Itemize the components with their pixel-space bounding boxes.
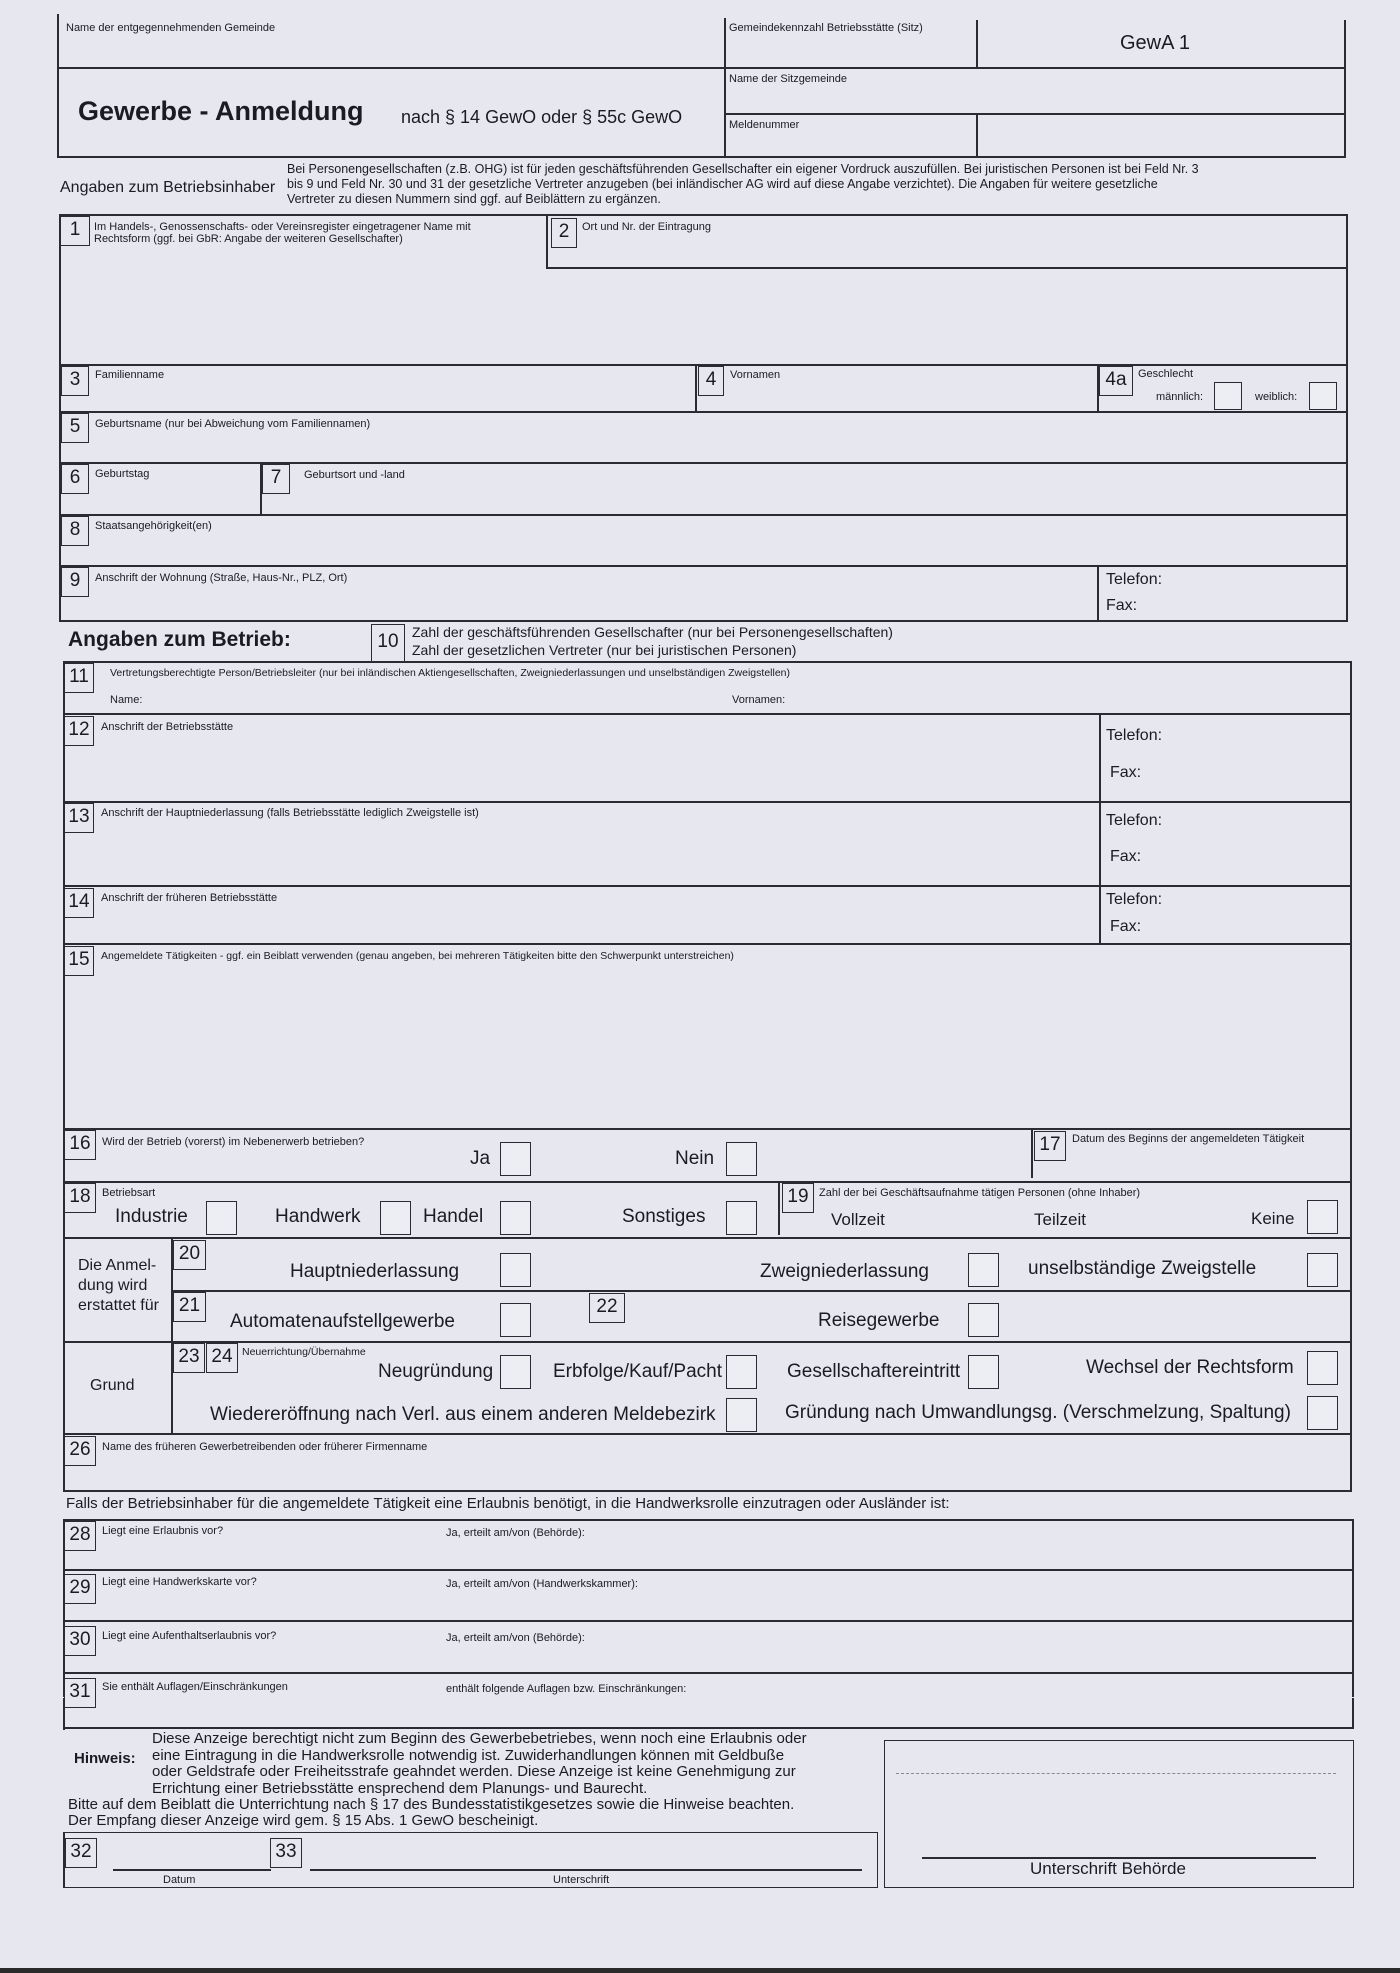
- home-address-input[interactable]: [95, 590, 1089, 616]
- header-border: [57, 156, 1346, 158]
- field-16-number: 16: [64, 1130, 96, 1160]
- reason-label: Neuerrichtung/Übernahme: [242, 1346, 366, 1358]
- row-divider: [63, 801, 1352, 803]
- transformation-label: Gründung nach Umwandlungsg. (Verschmelzung, Spaltung): [785, 1402, 1291, 1423]
- field-11-firstname-label: Vornamen:: [732, 694, 786, 706]
- legal-form-change-label: Wechsel der Rechtsform: [1086, 1357, 1294, 1378]
- head-office-option-label: Hauptniederlassung: [290, 1261, 460, 1282]
- field-28-number: 28: [64, 1521, 96, 1551]
- field-1-number: 1: [60, 216, 90, 246]
- type-trade-checkbox[interactable]: [500, 1201, 531, 1235]
- field-4-label: Vornamen: [730, 369, 781, 381]
- field-2-border: [546, 267, 1346, 269]
- first-names-input[interactable]: [730, 384, 1094, 410]
- field-21-number: 21: [173, 1292, 206, 1322]
- business-section-heading: Angaben zum Betrieb:: [68, 628, 291, 651]
- row-divider: [63, 1237, 1352, 1239]
- former-fax-label: Fax:: [1110, 918, 1142, 935]
- home-phone-label: Telefon:: [1106, 571, 1163, 588]
- branch-option-label: Zweigniederlassung: [760, 1261, 929, 1282]
- female-label: weiblich:: [1255, 391, 1298, 403]
- type-industry-label: Industrie: [115, 1206, 188, 1227]
- field-4a-label: Geschlecht: [1138, 368, 1194, 380]
- restrictions-input[interactable]: [720, 1676, 1334, 1700]
- field-9-label: Anschrift der Wohnung (Straße, Haus-Nr., PLZ, Ort): [95, 572, 348, 584]
- family-name-input[interactable]: [95, 384, 689, 410]
- field-17-label: Datum des Beginns der angemeldeten Tätigkeit: [1072, 1133, 1305, 1145]
- field-30-number: 30: [64, 1626, 96, 1656]
- row-divider: [59, 565, 1348, 567]
- business-fax-label: Fax:: [1110, 764, 1142, 781]
- home-fax-label: Fax:: [1106, 597, 1138, 614]
- row-divider: [63, 1181, 1352, 1183]
- partner-entry-label: Gesellschaftereintritt: [787, 1361, 961, 1382]
- former-owner-input[interactable]: [102, 1456, 1336, 1480]
- field-28-label: Liegt eine Erlaubnis vor?: [102, 1525, 224, 1537]
- staff-fulltime-input[interactable]: [900, 1208, 994, 1234]
- phone-column-divider: [1099, 713, 1101, 944]
- business-border: [63, 661, 1352, 663]
- owner-section-note: Bei Personengesellschaften (z.B. OHG) ist für jeden geschäftsführenden Gesellschafter ein eigener Vordruck auszufüllen. Bei juristischen Personen ist bei Feld Nr. 3 bis 9 und Feld Nr. 30 und 31 der gesetzliche Vertreter anzugeben (bei inländischer AG wird auf diese Angabe verzichtet). Die Angaben für weitere gesetzliche Vertreter zu diesen Nummern sind ggf. auf Beiblättern zu ergänzen.: [287, 162, 1199, 206]
- field-31-number: 31: [64, 1678, 96, 1708]
- authority-signature-label: Unterschrift Behörde: [1030, 1859, 1186, 1878]
- dependent-branch-checkbox[interactable]: [1307, 1253, 1338, 1287]
- head-office-phone-label: Telefon:: [1106, 812, 1163, 829]
- row-divider: [63, 1128, 1352, 1130]
- field-1-input[interactable]: [70, 270, 1334, 364]
- field-30-detail: Ja, erteilt am/von (Behörde):: [446, 1632, 585, 1644]
- row-divider: [63, 1341, 1352, 1343]
- field-26-number: 26: [64, 1436, 96, 1466]
- authority-dotted-line: [896, 1773, 1336, 1774]
- field-6-label: Geburtstag: [95, 468, 150, 480]
- field-11-number: 11: [64, 663, 94, 693]
- header-divider: [976, 115, 978, 156]
- row-divider: [171, 1290, 1352, 1292]
- registration-number-input[interactable]: [985, 122, 1339, 152]
- birth-place-input[interactable]: [304, 484, 1328, 510]
- field-26-label: Name des früheren Gewerbetreibenden oder früherer Firmenname: [102, 1441, 428, 1453]
- header-divider: [724, 18, 726, 156]
- field-4a-number: 4a: [1099, 366, 1133, 396]
- vending-checkbox[interactable]: [500, 1303, 531, 1337]
- field-19-label: Zahl der bei Geschäftsaufnahme tätigen Personen (ohne Inhaber): [819, 1187, 1141, 1199]
- field-2-label: Ort und Nr. der Eintragung: [582, 221, 712, 233]
- sideline-yes-checkbox[interactable]: [500, 1142, 531, 1176]
- row-divider: [59, 411, 1348, 413]
- field-2-number: 2: [551, 218, 577, 248]
- new-founding-label: Neugründung: [378, 1361, 494, 1382]
- receiving-municipality-label: Name der entgegennehmenden Gemeinde: [66, 22, 276, 34]
- field-33-number: 33: [270, 1838, 302, 1868]
- date-input[interactable]: [115, 1842, 269, 1866]
- reason-heading: Grund: [90, 1377, 135, 1394]
- staff-none-checkbox[interactable]: [1307, 1200, 1338, 1234]
- field-8-label: Staatsangehörigkeit(en): [95, 520, 212, 532]
- itinerant-checkbox[interactable]: [968, 1303, 999, 1337]
- field-30-label: Liegt eine Aufenthaltserlaubnis vor?: [102, 1630, 277, 1642]
- vending-option-label: Automatenaufstellgewerbe: [230, 1311, 455, 1332]
- field-20-number: 20: [173, 1240, 206, 1270]
- registration-number-label: Meldenummer: [729, 119, 800, 131]
- field-13-label: Anschrift der Hauptniederlassung (falls Betriebsstätte lediglich Zweigstelle ist): [101, 807, 479, 819]
- start-date-input[interactable]: [1072, 1150, 1336, 1176]
- field-4-number: 4: [698, 366, 724, 396]
- manager-firstname-input[interactable]: [795, 688, 1339, 712]
- type-other-label: Sonstiges: [622, 1206, 706, 1227]
- municipality-code-input[interactable]: [729, 38, 973, 64]
- registration-for-label: Die Anmel- dung wird erstattet für: [78, 1257, 159, 1314]
- row-divider: [695, 364, 697, 412]
- male-label: männlich:: [1156, 391, 1204, 403]
- municipality-code-label: Gemeindekennzahl Betriebsstätte (Sitz): [729, 22, 923, 34]
- header-border: [57, 14, 59, 157]
- crafts-card-input[interactable]: [680, 1572, 1334, 1598]
- row-divider: [63, 713, 1352, 715]
- date-label: Datum: [163, 1874, 196, 1886]
- field-29-detail: Ja, erteilt am/von (Handwerkskammer):: [446, 1578, 638, 1590]
- field-8-number: 8: [61, 516, 89, 546]
- head-office-checkbox[interactable]: [500, 1253, 531, 1287]
- row-divider: [1031, 1128, 1033, 1178]
- row-divider: [1097, 565, 1099, 622]
- field-22-number: 22: [589, 1293, 625, 1323]
- type-industry-checkbox[interactable]: [206, 1201, 237, 1235]
- field-2-border: [546, 216, 548, 268]
- business-address-input[interactable]: [101, 748, 1090, 800]
- row-divider: [63, 943, 1352, 945]
- itinerant-option-label: Reisegewerbe: [818, 1310, 940, 1331]
- residence-permit-input[interactable]: [620, 1624, 1334, 1650]
- field-10-line1: Zahl der geschäftsführenden Gesellschafter (nur bei Personengesellschaften): [412, 624, 893, 640]
- field-29-label: Liegt eine Handwerkskarte vor?: [102, 1576, 257, 1588]
- type-trade-label: Handel: [423, 1206, 484, 1227]
- branch-checkbox[interactable]: [968, 1253, 999, 1287]
- reopening-label: Wiedereröffnung nach Verl. aus einem anderen Meldebezirk: [210, 1404, 716, 1425]
- field-3-label: Familienname: [95, 369, 165, 381]
- field-28-detail: Ja, erteilt am/von (Behörde):: [446, 1527, 585, 1539]
- new-founding-checkbox[interactable]: [500, 1355, 531, 1389]
- header-divider: [57, 67, 1346, 69]
- staff-parttime-input[interactable]: [1100, 1208, 1214, 1234]
- row-divider: [63, 1620, 1354, 1622]
- staff-none-label: Keine: [1251, 1209, 1295, 1228]
- legal-form-change-checkbox[interactable]: [1307, 1351, 1338, 1385]
- field-31-detail: enthält folgende Auflagen bzw. Einschränkungen:: [446, 1683, 687, 1695]
- activities-input[interactable]: [101, 972, 1335, 1126]
- field-17-number: 17: [1034, 1131, 1066, 1161]
- receiving-municipality-input[interactable]: [66, 38, 710, 64]
- field-15-number: 15: [64, 946, 94, 976]
- field-31-label: Sie enthält Auflagen/Einschränkungen: [102, 1681, 288, 1693]
- sideline-no-label: Nein: [675, 1148, 715, 1169]
- sideline-yes-label: Ja: [470, 1148, 491, 1169]
- field-1-label: Im Handels-, Genossenschafts- oder Vereinsregister eingetragener Name mit Rechtsform (ggf. bei GbR: Angabe der weiteren Gesellschafter): [94, 221, 471, 245]
- date-line: [113, 1869, 271, 1871]
- field-18-label: Betriebsart: [102, 1187, 156, 1199]
- field-15-label: Angemeldete Tätigkeiten - ggf. ein Beiblatt verwenden (genau angeben, bei mehreren Tätigkeiten bitte den Schwerpunkt unterstreichen): [101, 950, 734, 962]
- birth-date-input[interactable]: [95, 484, 259, 510]
- row-divider: [63, 885, 1352, 887]
- head-office-address-input[interactable]: [101, 830, 1090, 884]
- column-divider: [171, 1237, 173, 1433]
- form-title: Gewerbe - Anmeldung: [78, 96, 364, 126]
- signature-line: [310, 1869, 862, 1871]
- permit-input[interactable]: [620, 1520, 1334, 1546]
- field-11-label: Vertretungsberechtigte Person/Betriebsleiter (nur bei inländischen Aktiengesellschaften, Zweigniederlassungen und unselbständigen Zweigstellen): [110, 667, 790, 679]
- field-29-number: 29: [64, 1574, 96, 1604]
- owner-border: [1346, 214, 1348, 622]
- owner-border: [59, 214, 1348, 216]
- staff-fulltime-label: Vollzeit: [831, 1210, 885, 1229]
- partner-entry-checkbox[interactable]: [968, 1355, 999, 1389]
- signature-input[interactable]: [312, 1842, 861, 1866]
- female-checkbox[interactable]: [1309, 382, 1337, 410]
- inheritance-label: Erbfolge/Kauf/Pacht: [553, 1361, 722, 1382]
- owner-section-heading: Angaben zum Betriebsinhaber: [60, 179, 276, 196]
- type-crafts-checkbox[interactable]: [380, 1201, 411, 1235]
- nationality-input[interactable]: [95, 536, 1329, 562]
- signature-label: Unterschrift: [553, 1874, 610, 1886]
- transformation-checkbox[interactable]: [1307, 1396, 1338, 1430]
- field-7-label: Geburtsort und -land: [304, 469, 405, 481]
- row-divider: [63, 1433, 1352, 1435]
- row-divider: [63, 1569, 1354, 1571]
- row-divider: [63, 1672, 1354, 1674]
- field-12-label: Anschrift der Betriebsstätte: [101, 721, 234, 733]
- field-14-label: Anschrift der früheren Betriebsstätte: [101, 892, 278, 904]
- former-address-input[interactable]: [101, 912, 1090, 940]
- field-6-number: 6: [61, 464, 89, 494]
- field-14-number: 14: [64, 888, 94, 918]
- permit-intro: Falls der Betriebsinhaber für die angemeldete Tätigkeit eine Erlaubnis benötigt, in die Handwerksrolle einzutragen oder Ausländer ist:: [66, 1495, 950, 1512]
- note-label: Hinweis:: [74, 1750, 136, 1767]
- business-phone-label: Telefon:: [1106, 727, 1163, 744]
- head-office-fax-label: Fax:: [1110, 848, 1142, 865]
- field-10-number: 10: [371, 624, 405, 662]
- manager-name-input[interactable]: [150, 688, 714, 712]
- type-crafts-label: Handwerk: [275, 1206, 361, 1227]
- seat-municipality-input[interactable]: [729, 88, 1333, 112]
- field-7-number: 7: [262, 464, 290, 494]
- field-12-number: 12: [64, 716, 94, 746]
- field-24-number: 24: [206, 1343, 238, 1373]
- field-2-input[interactable]: [582, 238, 1336, 264]
- row-divider: [59, 462, 1348, 464]
- field-19-number: 19: [782, 1183, 814, 1213]
- sideline-no-checkbox[interactable]: [726, 1142, 757, 1176]
- former-phone-label: Telefon:: [1106, 891, 1163, 908]
- owner-border: [59, 620, 1348, 622]
- note-text: Diese Anzeige berechtigt nicht zum Beginn des Gewerbebetriebes, wenn noch eine Erlaubnis oder eine Eintragung in die Handwerksrolle notwendig ist. Zuwiderhandlungen können mit Geldbuße oder Geldstrafe oder Freiheitsstrafe geahndet werden. Diese Anzeige ist keine Genehmigung zur Errichtung einer Betriebsstätte ensprechend dem Planungs- und Baurecht.: [152, 1730, 807, 1797]
- type-other-checkbox[interactable]: [726, 1201, 757, 1235]
- field-10-line2: Zahl der gesetzlichen Vertreter (nur bei juristischen Personen): [412, 642, 797, 658]
- row-divider: [778, 1181, 780, 1235]
- row-divider: [59, 514, 1348, 516]
- header-divider: [726, 113, 1346, 115]
- dependent-branch-label: unselbständige Zweigstelle: [1028, 1258, 1257, 1279]
- header-divider: [976, 20, 978, 68]
- birth-name-input[interactable]: [95, 432, 1329, 458]
- permit-border: [63, 1727, 1354, 1729]
- form-title-law: nach § 14 GewO oder § 55c GewO: [401, 107, 683, 127]
- field-23-number: 23: [173, 1343, 205, 1373]
- male-checkbox[interactable]: [1214, 382, 1242, 410]
- permit-border: [63, 1698, 65, 1728]
- field-11-name-label: Name:: [110, 694, 143, 706]
- header-border: [1344, 20, 1346, 158]
- field-5-number: 5: [61, 413, 89, 443]
- field-16-label: Wird der Betrieb (vorerst) im Nebenerwerb betrieben?: [102, 1136, 365, 1148]
- field-18-number: 18: [64, 1183, 96, 1213]
- inheritance-checkbox[interactable]: [726, 1355, 757, 1389]
- field-9-number: 9: [61, 567, 89, 597]
- seat-municipality-label: Name der Sitzgemeinde: [729, 73, 848, 85]
- reopening-checkbox[interactable]: [726, 1398, 757, 1432]
- form-code: GewA 1: [1120, 32, 1191, 54]
- field-32-number: 32: [65, 1838, 97, 1868]
- permit-border: [1352, 1698, 1354, 1728]
- staff-parttime-label: Teilzeit: [1034, 1210, 1086, 1229]
- note-text-2: Bitte auf dem Beiblatt die Unterrichtung nach § 17 des Bundesstatistikgesetzes sowie die Hinweise beachten. Der Empfang dieser Anzeige wird gem. § 15 Abs. 1 GewO bescheinigt.: [68, 1796, 795, 1829]
- field-5-label: Geburtsname (nur bei Abweichung vom Familiennamen): [95, 418, 371, 430]
- field-3-number: 3: [61, 366, 89, 396]
- permit-border: [1352, 1519, 1354, 1697]
- field-13-number: 13: [64, 803, 94, 833]
